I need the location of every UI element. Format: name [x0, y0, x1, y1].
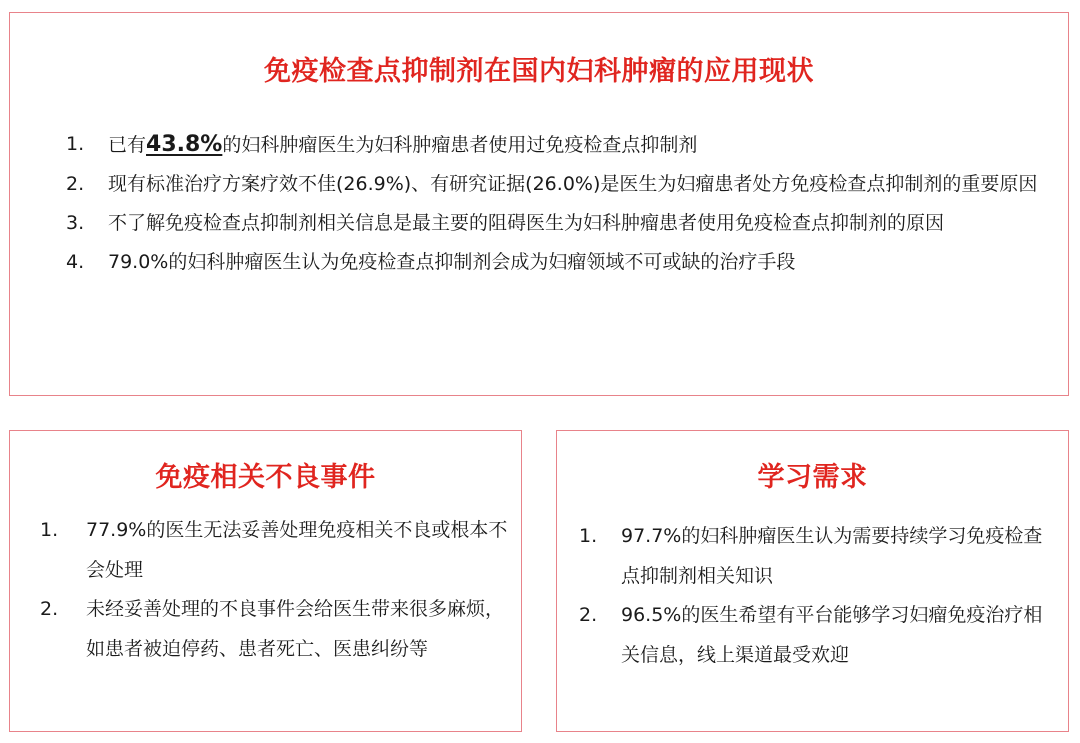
learning-needs-title: 学习需求: [757, 462, 868, 493]
application-status-panel: [9, 12, 1069, 396]
list-item: [579, 596, 1049, 675]
item-number: 2.: [40, 598, 59, 620]
item-highlight-value: 43.8%: [146, 132, 223, 157]
item-text: 96.5%的医生希望有平台能够学习妇瘤免疫治疗相关信息，线上渠道最受欢迎: [621, 604, 1043, 666]
item-text: 现有标准治疗方案疗效不佳(26.9%)、有研究证据(26.0%)是医生为妇瘤患者处方免疫检查点抑制剂的重要原因: [108, 173, 1038, 195]
item-number: 1.: [579, 525, 598, 547]
adverse-events-list: [40, 511, 510, 669]
item-text: 未经妥善处理的不良事件会给医生带来很多麻烦，如患者被迫停药、患者死亡、医患纠纷等: [86, 598, 505, 660]
item-number: 1.: [40, 519, 59, 541]
list-item: [40, 590, 510, 669]
list-item: [579, 517, 1049, 596]
item-text: 77.9%的医生无法妥善处理免疫相关不良或根本不会处理: [86, 519, 508, 581]
application-status-title: 免疫检查点抑制剂在国内妇科肿瘤的应用现状: [264, 56, 814, 87]
item-number: 3.: [66, 212, 85, 234]
list-item: [66, 165, 1046, 204]
list-item: [66, 204, 1046, 243]
item-number: 1.: [66, 133, 85, 155]
item-text: 不了解免疫检查点抑制剂相关信息是最主要的阻碍医生为妇科肿瘤患者使用免疫检查点抑制剂的原因: [108, 212, 945, 234]
application-status-list: [66, 125, 1046, 282]
adverse-events-title: 免疫相关不良事件: [155, 462, 376, 493]
item-number: 2.: [579, 604, 598, 626]
item-text: 79.0%的妇科肿瘤医生认为免疫检查点抑制剂会成为妇瘤领域不可或缺的治疗手段: [108, 251, 796, 273]
learning-needs-list: [579, 517, 1049, 675]
item-text-prefix: 已有: [108, 134, 147, 156]
list-item: [66, 125, 1046, 165]
item-text: 97.7%的妇科肿瘤医生认为需要持续学习免疫检查点抑制剂相关知识: [621, 525, 1043, 587]
item-text-suffix: 的妇科肿瘤医生为妇科肿瘤患者使用过免疫检查点抑制剂: [222, 134, 698, 156]
adverse-events-panel: [9, 430, 522, 732]
learning-needs-panel: [556, 430, 1069, 732]
item-number: 2.: [66, 173, 85, 195]
list-item: [40, 511, 510, 590]
item-number: 4.: [66, 251, 85, 273]
list-item: [66, 243, 1046, 282]
